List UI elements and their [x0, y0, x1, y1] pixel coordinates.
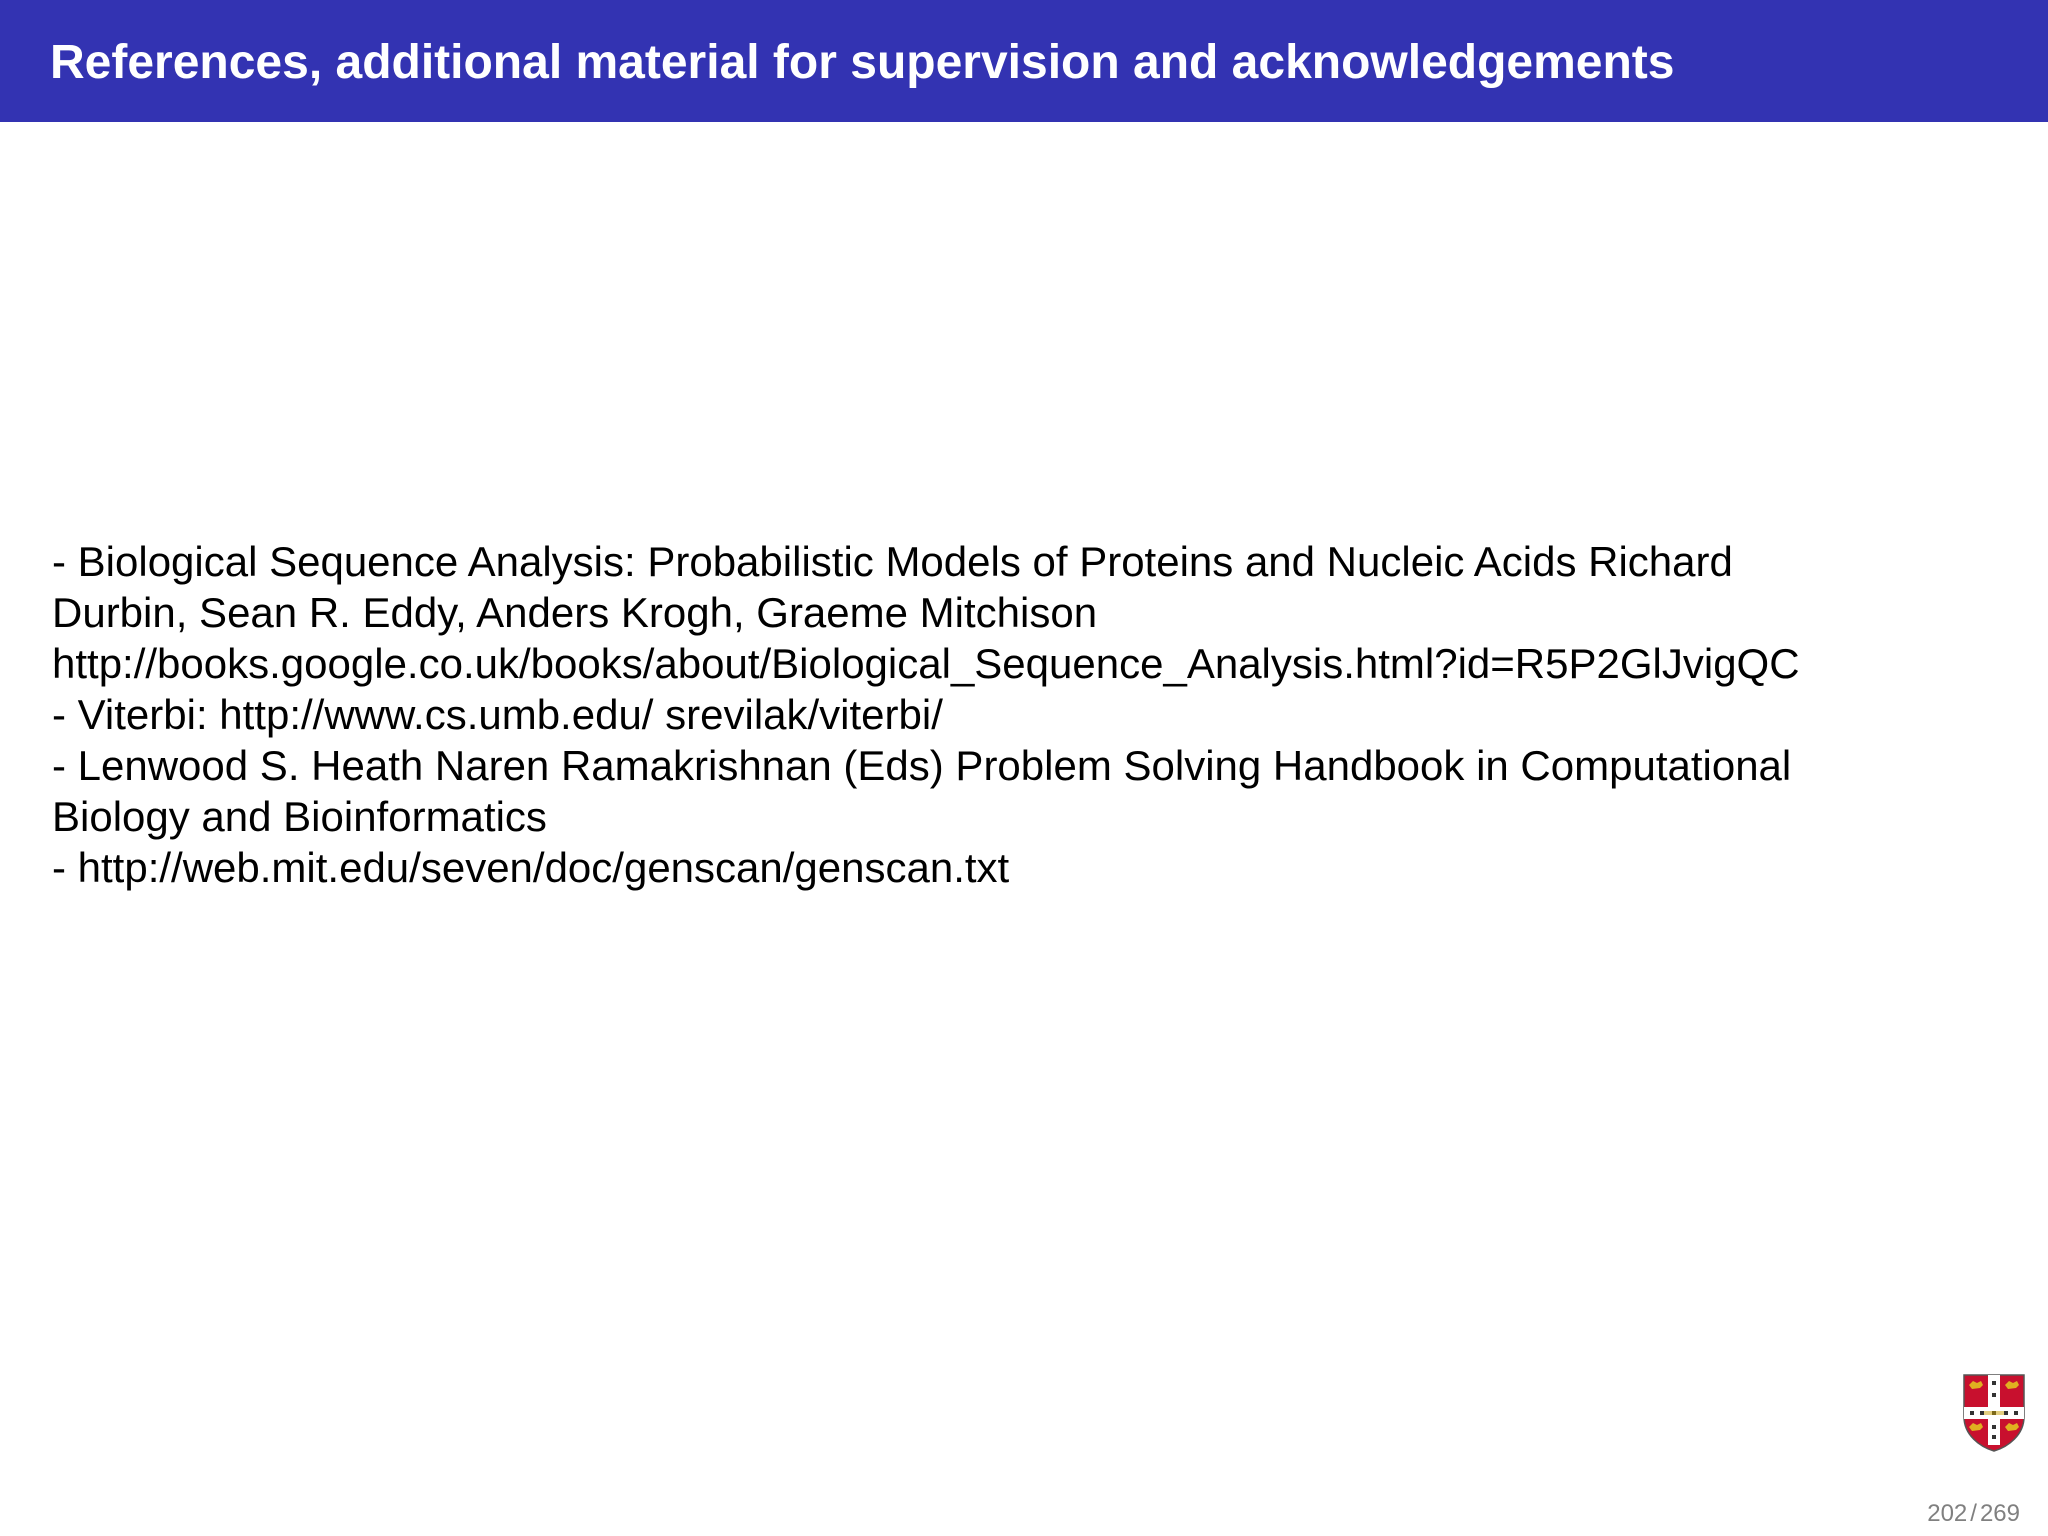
slide-title: References, additional material for supervision and acknowledgements [50, 36, 1675, 89]
references-list [52, 536, 2012, 893]
reference-line: - Lenwood S. Heath Naren Ramakrishnan (Eds) Problem Solving Handbook in Computational [52, 742, 1792, 789]
university-crest-icon [1962, 1373, 2026, 1453]
page-separator: / [1970, 1500, 1977, 1527]
reference-line: Durbin, Sean R. Eddy, Anders Krogh, Graeme Mitchison [52, 589, 1098, 636]
current-page: 202 [1927, 1500, 1968, 1527]
reference-line: - http://web.mit.edu/seven/doc/genscan/genscan.txt [52, 844, 1010, 891]
page-number [1927, 1500, 2020, 1528]
title-bar [0, 0, 2048, 122]
total-pages: 269 [1979, 1500, 2020, 1527]
reference-line: - Biological Sequence Analysis: Probabilistic Models of Proteins and Nucleic Acids Richard [52, 538, 1733, 585]
reference-line: Biology and Bioinformatics [52, 793, 547, 840]
reference-line: - Viterbi: http://www.cs.umb.edu/ srevilak/viterbi/ [52, 691, 943, 738]
reference-link: http://books.google.co.uk/books/about/Biological_Sequence_Analysis.html?id=R5P2GlJvigQC [52, 640, 1800, 687]
